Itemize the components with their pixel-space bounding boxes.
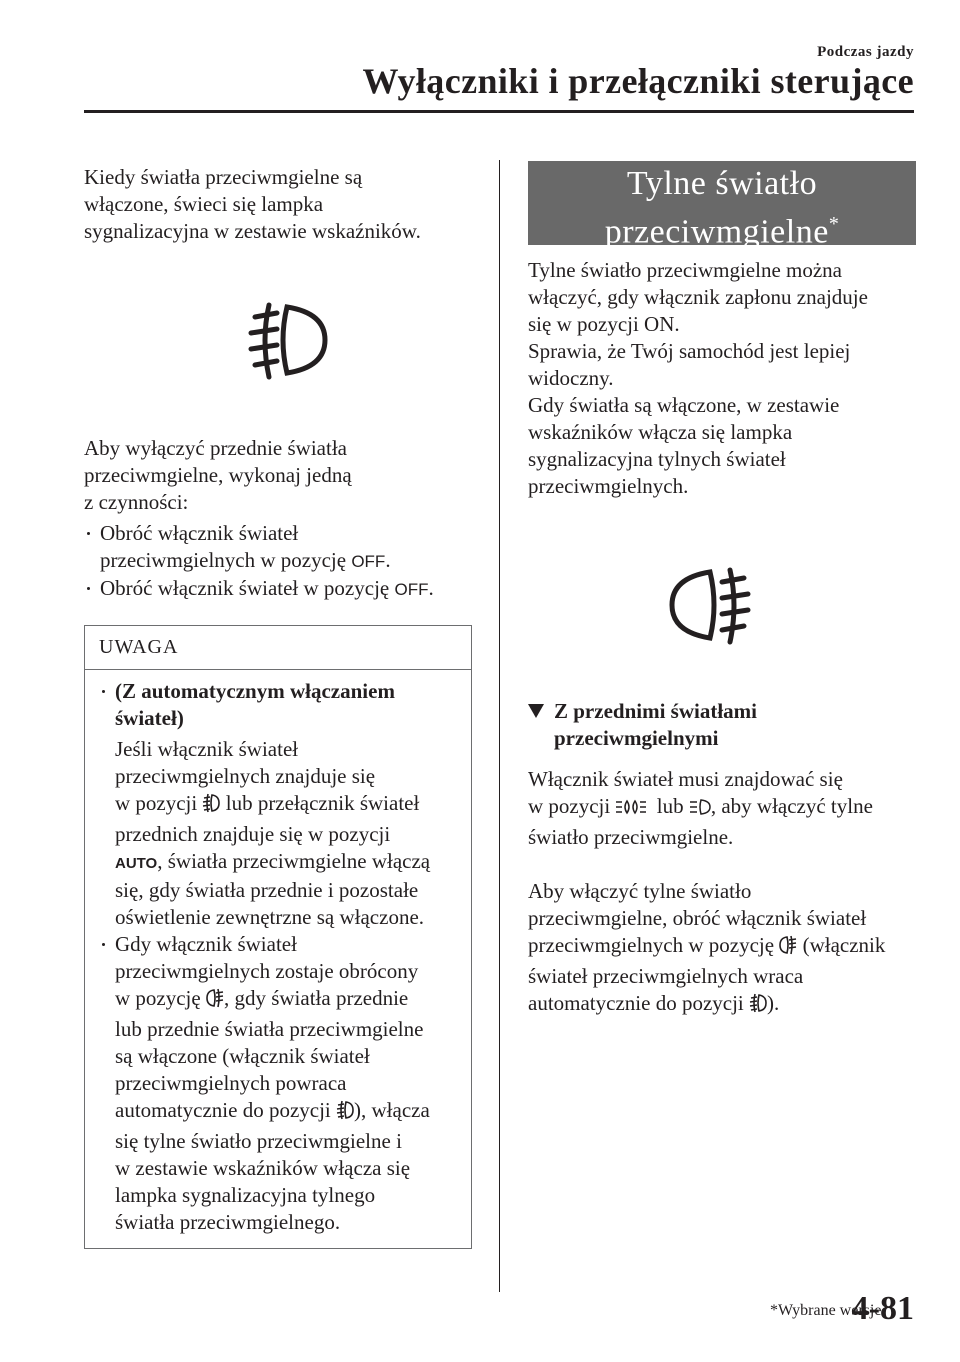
note-line: przeciwmgielnych powraca [115, 1071, 347, 1095]
body-text: ). [767, 991, 780, 1015]
rear-fog-light-indicator-icon [528, 560, 918, 660]
note-line: przeciwmgielnych zostaje obrócony [115, 959, 419, 983]
intro-line: sygnalizacyjna w zestawie wskaźników. [84, 219, 421, 243]
note-line [115, 848, 457, 877]
bullet-dot [102, 690, 105, 693]
body-line: światło przeciwmgielne. [528, 825, 734, 849]
note-line [115, 985, 457, 1016]
rear-fog-icon [206, 987, 224, 1016]
right-column [528, 257, 918, 1021]
note-item [99, 931, 457, 1236]
body-line: Sprawia, że Twój samochód jest lepiej [528, 339, 851, 363]
body-line [528, 932, 918, 963]
body-line [528, 990, 918, 1021]
parking-light-icon [615, 797, 651, 824]
header-rule [84, 110, 914, 113]
subsection-heading [528, 698, 918, 752]
body-line: się w pozycji ON. [528, 312, 680, 336]
note-line: przednich znajduje się w pozycji [115, 822, 391, 846]
body-line: świateł przeciwmgielnych wraca [528, 964, 804, 988]
optional-star: * [828, 213, 840, 235]
bullet-dot [87, 587, 90, 590]
banner-text: przeciwmgielne [604, 213, 829, 251]
subhead-line: przeciwmgielnymi [554, 726, 719, 750]
note-line: lampka sygnalizacyjna tylnego [115, 1183, 376, 1207]
footer-note: *Wybrane wersje. [770, 1302, 886, 1319]
section-banner [528, 161, 916, 251]
body-text: przeciwmgielnych w pozycję [528, 933, 775, 957]
note-line: przeciwmgielnych znajduje się [115, 764, 376, 788]
body-line: widoczny. [528, 366, 614, 390]
note-body [85, 670, 471, 1248]
column-divider [499, 160, 500, 1292]
bullet-item [84, 575, 474, 603]
note-line: w zestawie wskaźników włącza się [115, 1156, 411, 1180]
note-title: UWAGA [85, 626, 471, 670]
note-text: w pozycję [115, 986, 201, 1010]
note-line: się, gdy światła przednie i pozostałe [115, 878, 419, 902]
note-line: Jeśli włącznik świateł [115, 737, 299, 761]
note-text: , światła przeciwmgielne włączą [157, 849, 431, 873]
bullet-text: . [385, 548, 391, 572]
header-section: Podczas jazdy [817, 44, 914, 60]
note-text: w pozycji [115, 791, 198, 815]
bullet-item [84, 520, 474, 575]
note-text: automatycznie do pozycji [115, 1098, 331, 1122]
front-fog-light-indicator-icon [84, 295, 474, 415]
body-line: wskaźników włącza się lampka [528, 420, 793, 444]
intro-line: Kiedy światła przeciwmgielne są [84, 165, 363, 189]
body-text: automatycznie do pozycji [528, 991, 744, 1015]
front-fog-icon [749, 992, 767, 1021]
body-text: lub [656, 794, 684, 818]
bullet-text: Obróć włącznik świateł w pozycję [100, 576, 390, 600]
off-label: OFF [351, 552, 386, 571]
body-line: Aby włączyć tylne światło [528, 879, 752, 903]
banner-line: Tylne światło [626, 165, 818, 202]
bullet-line: Obróć włącznik świateł [100, 521, 299, 545]
front-fog-icon [336, 1099, 354, 1128]
note-line [115, 790, 457, 821]
note-bold-line: (Z automatycznym włączaniem [115, 679, 395, 703]
body-line: włączyć, gdy włącznik zapłonu znajduje [528, 285, 868, 309]
note-text: , gdy światła przednie [223, 986, 409, 1010]
bullet-line [100, 575, 474, 603]
page-title: Wyłączniki i przełączniki sterujące [362, 61, 914, 101]
note-line: są włączone (włącznik świateł [115, 1044, 370, 1068]
headlight-icon [689, 797, 711, 824]
body-line: sygnalizacyjna tylnych świateł [528, 447, 786, 471]
body-line: przeciwmgielne, obróć włącznik świateł [528, 906, 867, 930]
body-text: (włącznik [802, 933, 886, 957]
bullet-text: . [428, 576, 434, 600]
rear-fog-icon [779, 934, 797, 963]
front-fog-icon [202, 792, 220, 821]
note-item [99, 678, 457, 931]
instruction-line: Aby wyłączyć przednie światła [84, 436, 347, 460]
body-line: Gdy światła są włączone, w zestawie [528, 393, 840, 417]
note-line: lub przednie światła przeciwmgielne [115, 1017, 424, 1041]
note-bold-line: świateł) [115, 706, 184, 730]
body-line [528, 793, 918, 824]
triangle-marker-icon [528, 704, 544, 718]
banner-line [528, 204, 916, 252]
off-label: OFF [394, 580, 429, 599]
bullet-dot [87, 532, 90, 535]
page-number: 4-81 [851, 1290, 914, 1327]
body-text: w pozycji [528, 794, 611, 818]
auto-label: AUTO [115, 855, 158, 872]
note-line: światła przeciwmgielnego. [115, 1210, 341, 1234]
note-line [115, 1097, 457, 1128]
body-line: Tylne światło przeciwmgielne można [528, 258, 843, 282]
bullet-line [100, 547, 474, 575]
note-text: ), włącza [354, 1098, 430, 1122]
subhead-line: Z przednimi światłami [554, 699, 757, 723]
body-line: przeciwmgielnych. [528, 474, 689, 498]
note-line: Gdy włącznik świateł [115, 932, 297, 956]
note-box [84, 625, 472, 1249]
left-column [84, 164, 474, 1249]
body-line: Włącznik świateł musi znajdować się [528, 767, 843, 791]
body-text: , aby włączyć tylne [710, 794, 873, 818]
bullet-dot [102, 943, 105, 946]
instruction-line: z czynności: [84, 490, 189, 514]
bullet-text: przeciwmgielnych w pozycję [100, 548, 347, 572]
note-line: się tylne światło przeciwmgielne i [115, 1129, 402, 1153]
intro-line: włączone, świeci się lampka [84, 192, 324, 216]
note-line: oświetlenie zewnętrzne są włączone. [115, 905, 425, 929]
instruction-line: przeciwmgielne, wykonaj jedną [84, 463, 352, 487]
note-text: lub przełącznik świateł [225, 791, 420, 815]
